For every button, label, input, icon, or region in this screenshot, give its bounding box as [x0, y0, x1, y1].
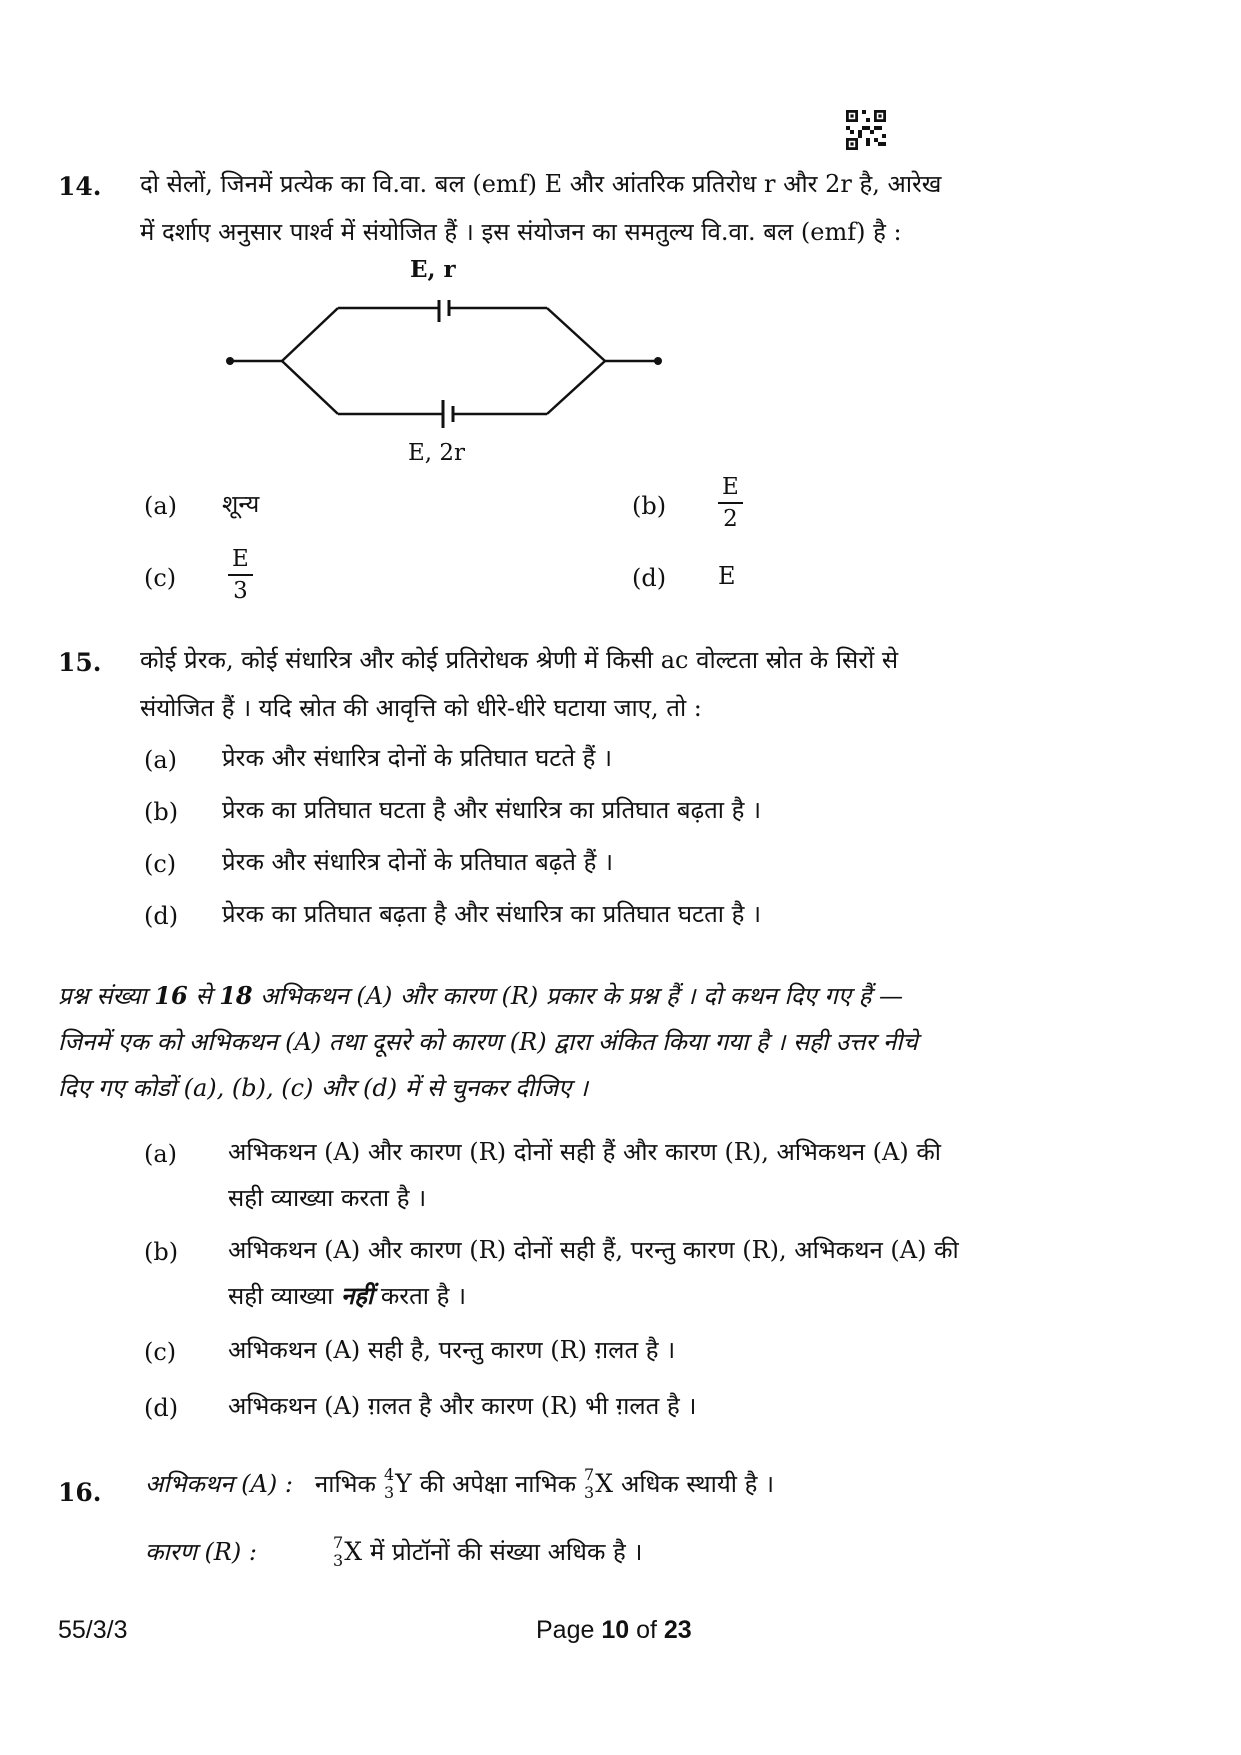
assertion-label: अभिकथन (A) : [145, 1470, 293, 1498]
assertion-text: की अपेक्षा नाभिक [419, 1470, 577, 1498]
fraction-numerator: E [718, 472, 743, 504]
option-label: (b) [632, 492, 667, 520]
instruction-line: जिनमें एक को अभिकथन (A) तथा दूसरे को कारण (R) द्वारा अंकित किया गया है । सही उत्तर नीचे [58, 1028, 918, 1056]
option-label: (a) [144, 492, 178, 520]
option-text: प्रेरक और संधारित्र दोनों के प्रतिघात बढ़ते हैं । [222, 848, 614, 876]
option-label: (d) [144, 902, 179, 930]
instruction-line: प्रश्न संख्या 16 से 18 अभिकथन (A) और कारण (R) प्रकार के प्रश्न हैं । दो कथन दिए गए हैं — [58, 981, 904, 1010]
circuit-diagram [220, 300, 670, 440]
fraction-denominator: 2 [723, 506, 738, 532]
code-text: अभिकथन (A) सही है, परन्तु कारण (R) ग़लत है । [228, 1336, 676, 1364]
question-number: 15. [58, 648, 102, 677]
instruction-line: दिए गए कोडों (a), (b), (c) और (d) में से चुनकर दीजिए । [58, 1074, 589, 1102]
option-text: प्रेरक और संधारित्र दोनों के प्रतिघात घटते हैं । [222, 744, 613, 772]
paper-code: 55/3/3 [58, 1616, 128, 1644]
option-text: प्रेरक का प्रतिघात बढ़ता है और संधारित्र का प्रतिघात घटता है । [222, 900, 762, 928]
option-text: प्रेरक का प्रतिघात घटता है और संधारित्र का प्रतिघात बढ़ता है । [222, 796, 762, 824]
option-label: (b) [144, 798, 179, 826]
nuclide-y: 4 3 Y [383, 1465, 412, 1502]
reason-label: कारण (R) : [145, 1538, 257, 1566]
question-number: 14. [58, 172, 102, 201]
code-text: अभिकथन (A) और कारण (R) दोनों सही हैं और कारण (R), अभिकथन (A) की [228, 1138, 941, 1166]
question-text-line: संयोजित हैं । यदि स्रोत की आवृत्ति को धीरे-धीरे घटाया जाए, तो : [140, 694, 702, 722]
code-label: (c) [144, 1338, 177, 1366]
code-label: (d) [144, 1394, 179, 1422]
option-text: E [718, 562, 736, 590]
cell-bottom-label: E, 2r [408, 440, 466, 466]
code-label: (a) [144, 1140, 178, 1168]
question-text-line: में दर्शाए अनुसार पार्श्व में संयोजित हैं । इस संयोजन का समतुल्य वि.वा. बल (emf) है : [140, 218, 902, 246]
option-label: (d) [632, 564, 667, 592]
code-text: अभिकथन (A) और कारण (R) दोनों सही हैं, परन्तु कारण (R), अभिकथन (A) की [228, 1236, 959, 1264]
nuclide-x: 7 3 X [584, 1465, 614, 1502]
question-text-line: दो सेलों, जिनमें प्रत्येक का वि.वा. बल (emf) E और आंतरिक प्रतिरोध r और 2r है, आरेख [140, 170, 942, 198]
code-text: अभिकथन (A) ग़लत है और कारण (R) भी ग़लत है । [228, 1392, 697, 1420]
fraction-denominator: 3 [233, 578, 248, 604]
option-label: (a) [144, 746, 178, 774]
option-label: (c) [144, 564, 177, 592]
assertion-text: नाभिक [314, 1470, 376, 1498]
code-text: सही व्याख्या करता है । [228, 1184, 427, 1212]
fraction-e-over-3 [228, 544, 253, 606]
assertion-line [145, 1462, 774, 1506]
question-number: 16. [58, 1478, 102, 1507]
terminal-dot [654, 357, 662, 365]
terminal-dot [226, 357, 234, 365]
page-indicator: Page 10 of 23 [536, 1616, 692, 1644]
fraction-numerator: E [228, 544, 253, 576]
code-label: (b) [144, 1238, 179, 1266]
code-text: सही व्याख्या नहीं करता है । [228, 1281, 467, 1310]
reason-text: में प्रोटॉनों की संख्या अधिक है । [370, 1538, 643, 1566]
option-text: शून्य [222, 490, 260, 518]
nuclide-x: 7 3 X [333, 1533, 362, 1570]
qr-code-icon [846, 110, 886, 150]
fraction-e-over-2 [718, 472, 743, 534]
reason-line [145, 1530, 642, 1574]
assertion-text: अधिक स्थायी है । [621, 1470, 775, 1498]
question-text-line: कोई प्रेरक, कोई संधारित्र और कोई प्रतिरोधक श्रेणी में किसी ac वोल्टता स्रोत के सिरों से [140, 646, 899, 674]
cell-top-label: E, r [410, 256, 456, 283]
option-label: (c) [144, 850, 177, 878]
